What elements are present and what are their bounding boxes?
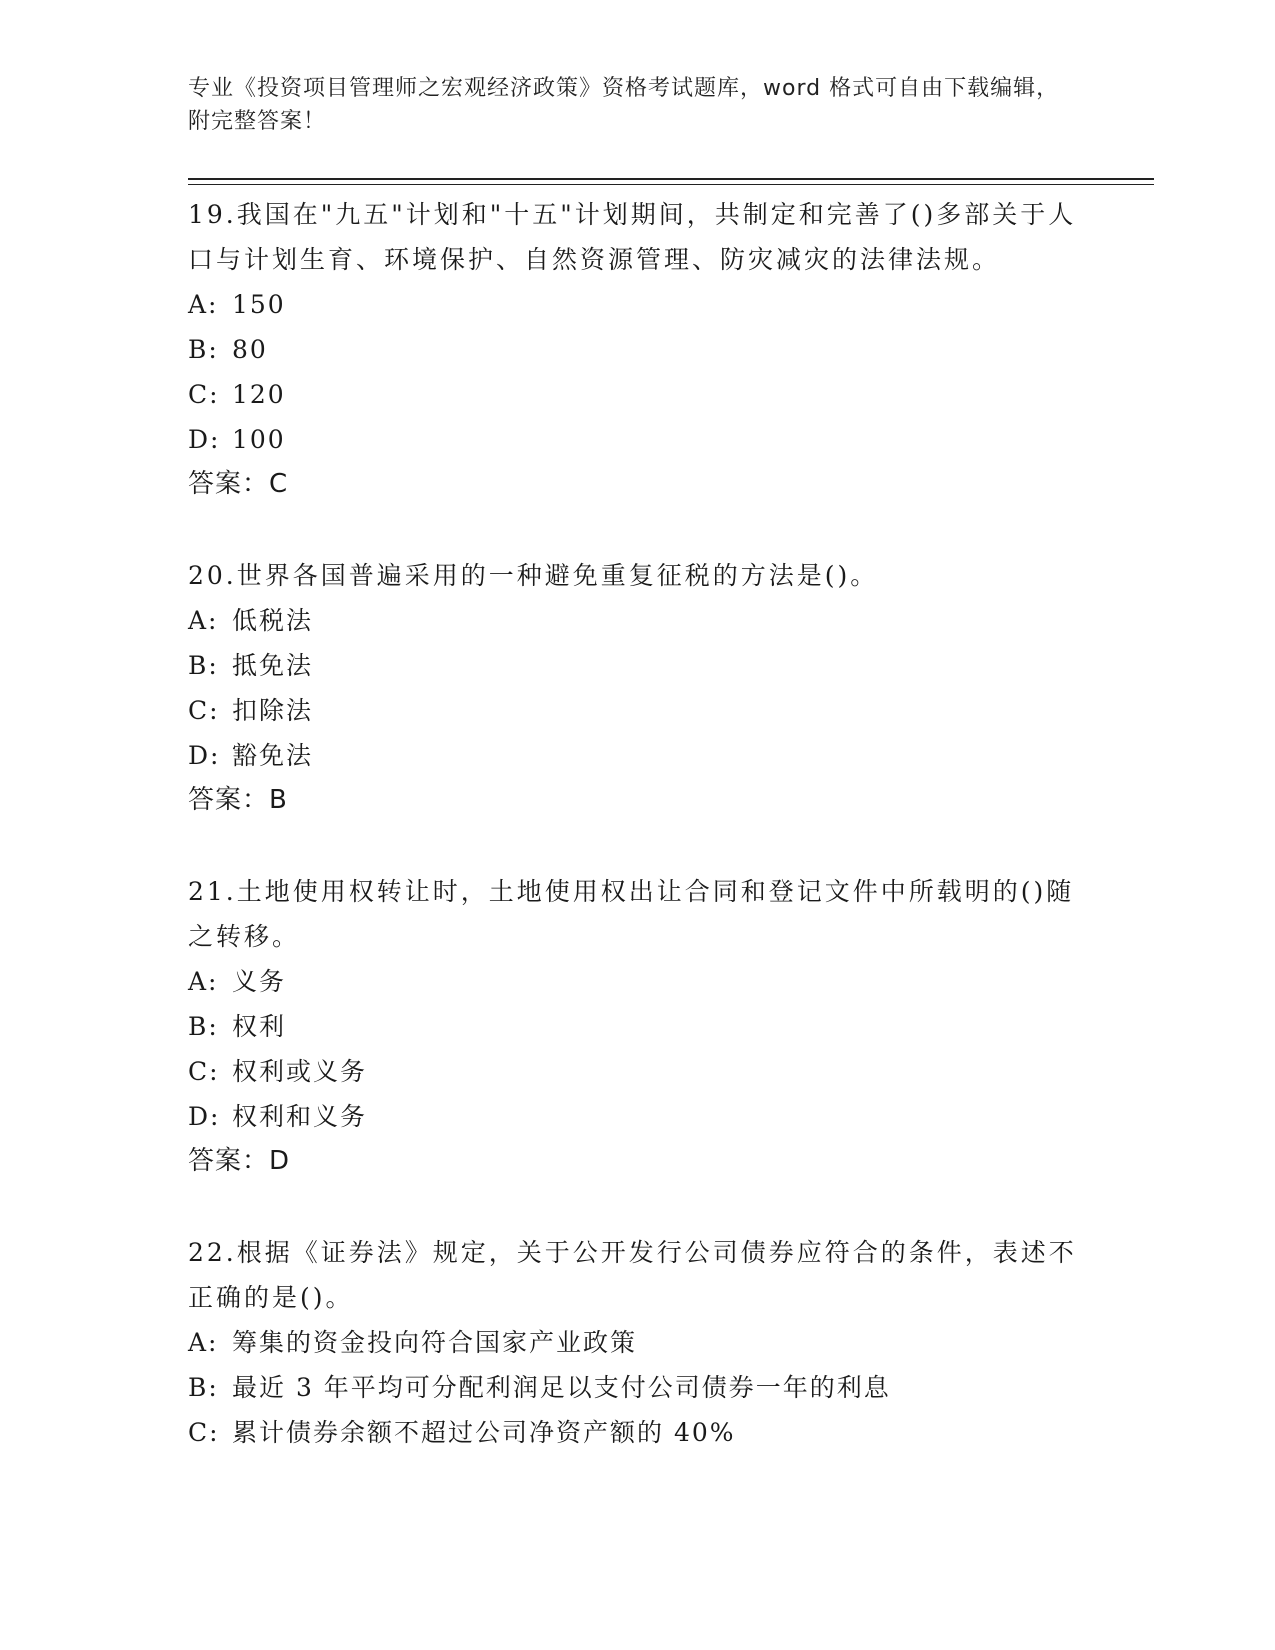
option-text: 抵免法 [232,651,314,680]
option-text: 150 [232,290,286,319]
option-b [188,643,1088,688]
option-text: 权利和义务 [232,1102,368,1131]
option-text: 筹集的资金投向符合国家产业政策 [232,1328,638,1357]
option-label: B: [188,651,219,680]
question-stem: 21.土地使用权转让时，土地使用权出让合同和登记文件中所载明的()随之转移。 [188,877,1075,951]
question-21 [188,869,1088,1184]
answer-line: 答案：D [188,1146,291,1176]
option-text: 低税法 [232,606,314,635]
question-list [188,192,1088,1455]
question-spacer [188,1184,1088,1230]
option-text: 最近 3 年平均可分配利润足以支付公司债券一年的利息 [232,1373,891,1402]
question-spacer [188,823,1088,869]
answer-line: 答案：C [188,469,289,499]
document-header: 专业《投资项目管理师之宏观经济政策》资格考试题库，word 格式可自由下载编辑，附完整答案！ [188,76,1060,134]
option-d [188,1094,1088,1139]
option-label: C: [188,1418,220,1447]
option-c [188,1410,1088,1455]
option-text: 义务 [232,967,287,996]
option-label: D: [188,1102,221,1131]
option-c [188,372,1088,417]
option-text: 100 [232,425,286,454]
option-text: 权利或义务 [232,1057,368,1086]
question-stem: 22.根据《证券法》规定，关于公开发行公司债券应符合的条件，表述不正确的是()。 [188,1238,1077,1312]
option-label: C: [188,380,220,409]
option-a [188,598,1088,643]
option-text: 权利 [232,1012,287,1041]
header-rule-thin [188,184,1154,185]
option-label: B: [188,1373,219,1402]
option-label: A: [188,290,219,319]
option-label: C: [188,1057,220,1086]
option-label: A: [188,967,219,996]
option-text: 豁免法 [232,741,314,770]
option-text: 120 [232,380,286,409]
header-rule-thick [188,178,1154,180]
option-c [188,1049,1088,1094]
option-c [188,688,1088,733]
question-spacer [188,507,1088,553]
option-a [188,959,1088,1004]
option-label: B: [188,335,219,364]
option-text: 80 [232,335,268,364]
option-d [188,417,1088,462]
option-label: D: [188,741,221,770]
answer-line: 答案：B [188,785,288,815]
option-b [188,327,1088,372]
option-label: B: [188,1012,219,1041]
question-stem: 20.世界各国普遍采用的一种避免重复征税的方法是()。 [188,561,879,590]
option-b [188,1004,1088,1049]
option-label: A: [188,606,219,635]
option-a [188,282,1088,327]
question-19 [188,192,1088,507]
option-text: 扣除法 [232,696,314,725]
option-b [188,1365,1088,1410]
question-22 [188,1230,1088,1455]
option-a [188,1320,1088,1365]
option-text: 累计债券余额不超过公司净资产额的 40% [232,1418,736,1447]
option-d [188,733,1088,778]
option-label: C: [188,696,220,725]
option-label: D: [188,425,221,454]
question-20 [188,553,1088,823]
option-label: A: [188,1328,219,1357]
question-stem: 19.我国在"九五"计划和"十五"计划期间，共制定和完善了()多部关于人口与计划生育、环境保护、自然资源管理、防灾减灾的法律法规。 [188,200,1077,274]
